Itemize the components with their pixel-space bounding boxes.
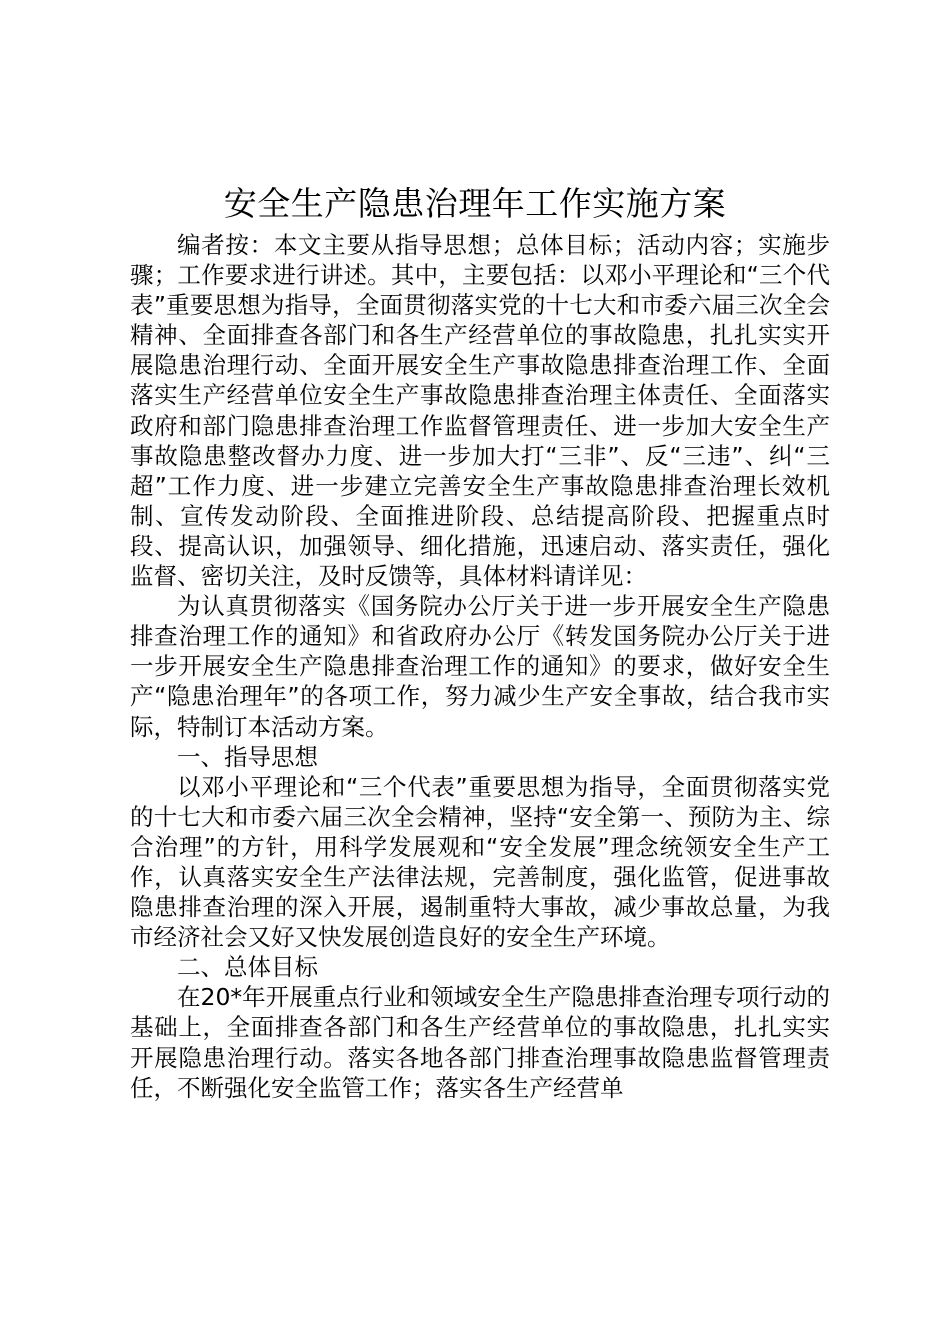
document-body bbox=[130, 230, 830, 1103]
intro-paragraph: 为认真贯彻落实《国务院办公厅关于进一步开展安全生产隐患排查治理工作的通知》和省政府办公厅《转发国务院办公厅关于进一步开展安全生产隐患排查治理工作的通知》的要求，做好安全生产“隐患治理年”的各项工作，努力减少生产安全事故，结合我市实际，特制订本活动方案。 bbox=[130, 592, 830, 741]
section-heading-guiding-ideology: 一、指导思想 bbox=[177, 742, 318, 771]
section-body-overall-goal: 在20*年开展重点行业和领域安全生产隐患排查治理专项行动的基础上，全面排查各部门和各生产经营单位的事故隐患，扎扎实实开展隐患治理行动。落实各地各部门排查治理事故隐患监督管理责任，不断强化安全监管工作；落实各生产经营单 bbox=[130, 983, 830, 1102]
document-title: 安全生产隐患治理年工作实施方案 bbox=[223, 184, 727, 223]
editor-note-paragraph: 编者按：本文主要从指导思想；总体目标；活动内容；实施步骤；工作要求进行讲述。其中，主要包括：以邓小平理论和“三个代表”重要思想为指导，全面贯彻落实党的十七大和市委六届三次全会精神、全面排查各部门和各生产经营单位的事故隐患，扎扎实实开展隐患治理行动、全面开展安全生产事故隐患排查治理工作、全面落实生产经营单位安全生产事故隐患排查治理主体责任、全面落实政府和部门隐患排查治理工作监督管理责任、进一步加大安全生产事故隐患整改督办力度、进一步加大打“三非”、反“三违”、纠“三超”工作力度、进一步建立完善安全生产事故隐患排查治理长效机制、宣传发动阶段、全面推进阶段、总结提高阶段、把握重点时段、提高认识，加强领导、细化措施，迅速启动、落实责任，强化监督、密切关注，及时反馈等，具体材料请详见： bbox=[130, 231, 830, 591]
section-body-guiding-ideology: 以邓小平理论和“三个代表”重要思想为指导，全面贯彻落实党的十七大和市委六届三次全会精神，坚持“安全第一、预防为主、综合治理”的方针，用科学发展观和“安全发展”理念统领安全生产工作，认真落实安全生产法律法规，完善制度，强化监管，促进事故隐患排查治理的深入开展，遏制重特大事故，减少事故总量，为我市经济社会又好又快发展创造良好的安全生产环境。 bbox=[130, 772, 830, 952]
section-heading-overall-goal: 二、总体目标 bbox=[177, 953, 318, 982]
